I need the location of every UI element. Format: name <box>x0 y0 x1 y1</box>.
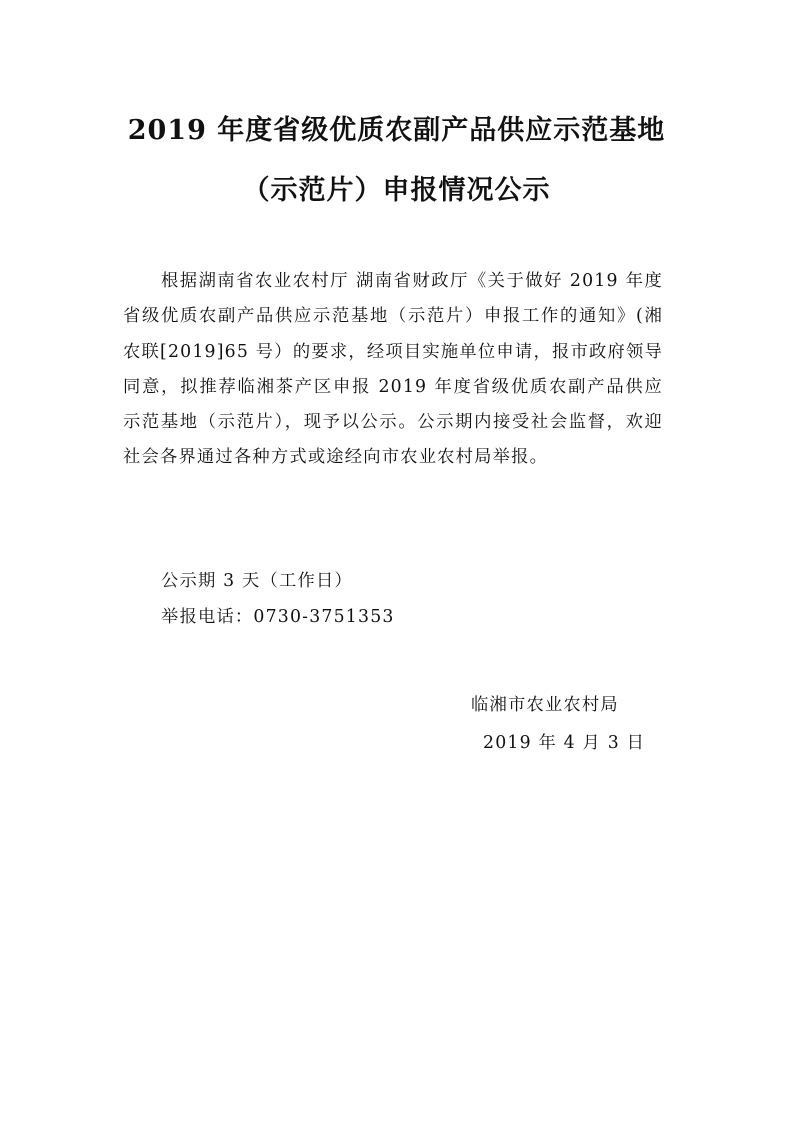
issue-date: 2019 年 4 月 3 日 <box>483 733 646 753</box>
issuing-organization: 临湘市农业农村局 <box>471 695 619 715</box>
document-title-line-2: （示范片）申报情况公示 <box>242 175 551 206</box>
publicity-period: 公示期 3 天（工作日） <box>161 571 353 591</box>
report-hotline: 举报电话：0730-3751353 <box>161 607 395 627</box>
document-title-line-1: 2019 年度省级优质农副产品供应示范基地 <box>127 115 666 146</box>
body-paragraph: 根据湖南省农业农村厅 湖南省财政厅《关于做好 2019 年度省级优质农副产品供应示范基地（示范片）申报工作的通知》(湘农联[2019]65 号）的要求，经项目实施单位申请，报市政府领导同意，拟推荐临湘茶产区申报 2019 年度省级优质农副产品供应示范基地（示范片），现予以公示。公示期内接受社会监督，欢迎社会各界通过各种方式或途经向市农业农村局举报。 <box>123 271 663 468</box>
